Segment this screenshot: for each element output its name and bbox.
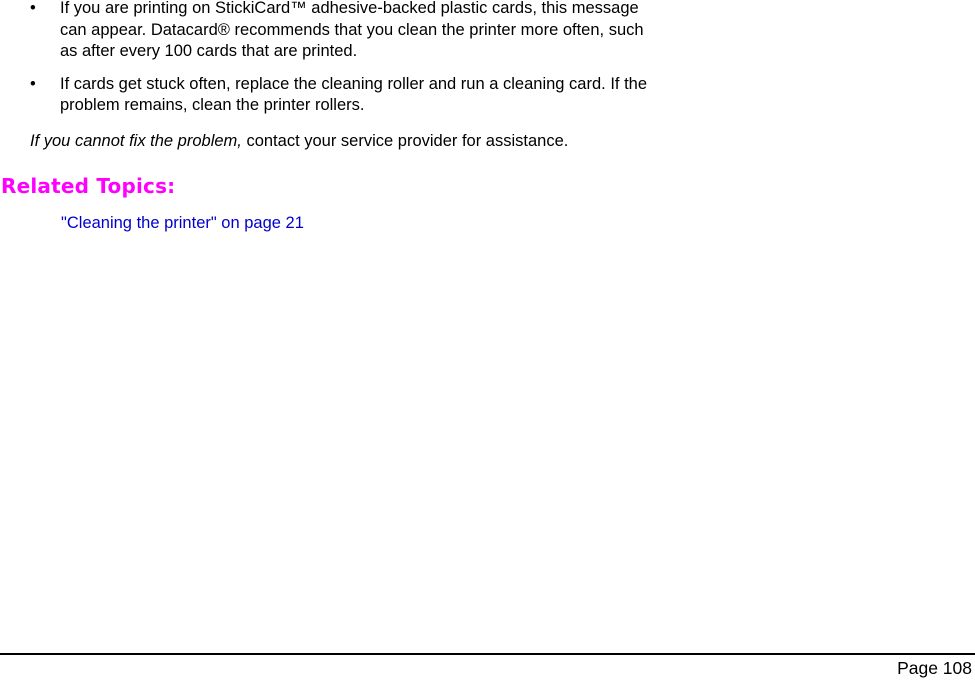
related-topics-heading: Related Topics: bbox=[1, 174, 176, 198]
list-item bbox=[0, 74, 660, 117]
cleaning-printer-link[interactable]: "Cleaning the printer" on page 21 bbox=[61, 214, 304, 232]
footer-divider bbox=[0, 653, 975, 655]
note-emphasis: If you cannot fix the problem, bbox=[30, 132, 242, 150]
note-text: contact your service provider for assistance. bbox=[241, 132, 569, 150]
bullet-text: If cards get stuck often, replace the cleaning roller and run a cleaning card. If the problem remains, clean the printer rollers. bbox=[60, 74, 648, 114]
bullet-marker: • bbox=[30, 0, 36, 17]
troubleshooting-note bbox=[30, 131, 568, 153]
bullet-marker: • bbox=[30, 74, 36, 93]
bullet-list bbox=[0, 0, 700, 119]
page-number: Page 108 bbox=[897, 658, 972, 678]
bullet-text: If you are printing on StickiCard™ adhesive-backed plastic cards, this message can appear. Datacard® recommends that you clean the printer more often, such as after every 100 cards that are printed. bbox=[60, 0, 644, 60]
list-item bbox=[0, 0, 660, 63]
